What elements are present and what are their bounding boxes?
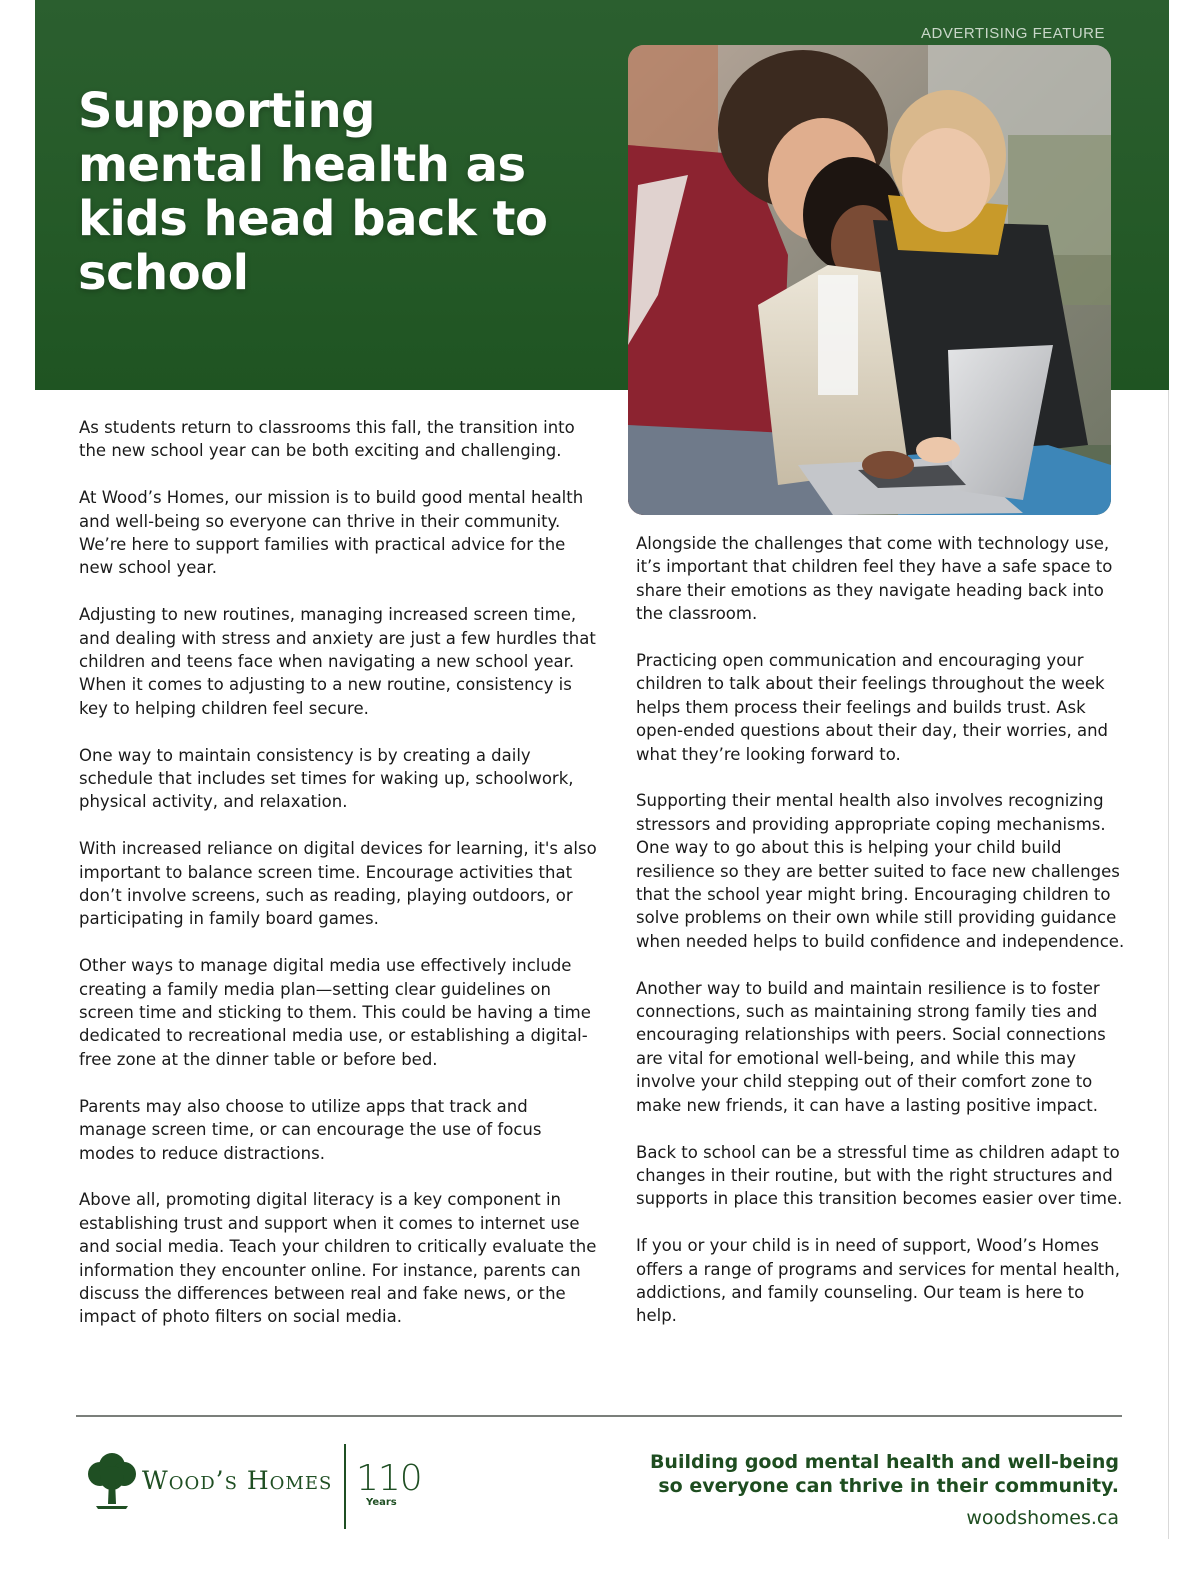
advertising-feature-label: ADVERTISING FEATURE [921,25,1105,42]
website-link[interactable]: woodshomes.ca [966,1507,1119,1529]
right-column [636,532,1126,1351]
anniversary-number: 110 [356,1458,422,1499]
paragraph: At Wood’s Homes, our mission is to build good mental health and well-being so everyone can thrive in their community. We’re here to support families with practical advice for the new school year. [79,488,584,578]
paragraph: Practicing open communication and encouraging your children to talk about their feelings throughout the week helps them process their feelings and builds trust. Ask open-ended questions about their day, their worries, and what they’re looking forward to. [636,651,1109,764]
kids-laptop-photo [628,45,1111,515]
paragraph: Above all, promoting digital literacy is a key component in establishing trust and support when it comes to internet use and social media. Teach your children to critically evaluate the information they encounter online. For instance, parents can discuss the differences between real and fake news, or the impact of photo filters on social media. [79,1190,597,1327]
anniversary-label: Years [366,1497,397,1508]
left-column [79,416,599,1352]
paragraph: Other ways to manage digital media use effectively include creating a family media plan—setting clear guidelines on screen time and sticking to them. This could be having a time dedicated to recreational media use, or establishing a digital-free zone at the dinner table or before bed. [79,956,591,1069]
tree-icon [82,1452,142,1512]
brand-divider [344,1444,346,1529]
paragraph: Supporting their mental health also involves recognizing stressors and providing appropriate coping mechanisms. One way to go about this is helping your child build resilience so they are better suited to face new challenges that the school year might bring. Encouraging children to solve problems on their own while still providing guidance when needed helps to build confidence and independence. [636,791,1125,951]
paragraph: Parents may also choose to utilize apps that track and manage screen time, or can encourage the use of focus modes to reduce distractions. [79,1096,542,1163]
paragraph: As students return to classrooms this fall, the transition into the new school year can be both exciting and challenging. [79,418,575,461]
brand-name: Wood’s Homes [142,1466,333,1495]
paragraph: With increased reliance on digital devices for learning, it's also important to balance screen time. Encourage activities that don’t involve screens, such as reading, playing outdoors, or participating in family board games. [79,839,597,929]
paragraph: Back to school can be a stressful time as children adapt to changes in their routine, but with the right structures and supports in place this transition becomes easier over time. [636,1142,1123,1209]
headline: Supporting mental health as kids head back to school [78,83,548,301]
paragraph: If you or your child is in need of support, Wood’s Homes offers a range of programs and services for mental health, addictions, and family counseling. Our team is here to help. [636,1236,1120,1326]
paragraph: Adjusting to new routines, managing increased screen time, and dealing with stress and anxiety are just a few hurdles that children and teens face when navigating a new school year. When it comes to adjusting to a new routine, consistency is key to helping children feel secure. [79,605,596,718]
tagline [639,1450,1119,1498]
paragraph: Another way to build and maintain resilience is to foster connections, such as maintaining strong family ties and encouraging relationships with peers. Social connections are vital for emotional well-being, and while this may involve your child stepping out of their comfort zone to make new friends, it can have a lasting positive impact. [636,978,1106,1115]
tagline-line: Building good mental health and well-being [649,1451,1119,1473]
page-edge [1168,389,1169,1539]
paragraph: One way to maintain consistency is by creating a daily schedule that includes set times for waking up, schoolwork, physical activity, and relaxation. [79,745,574,812]
tagline-line: so everyone can thrive in their community. [658,1475,1119,1497]
footer-divider [76,1415,1122,1417]
paragraph: Alongside the challenges that come with technology use, it’s important that children feel they have a safe space to share their emotions as they navigate heading back into the classroom. [636,534,1113,624]
